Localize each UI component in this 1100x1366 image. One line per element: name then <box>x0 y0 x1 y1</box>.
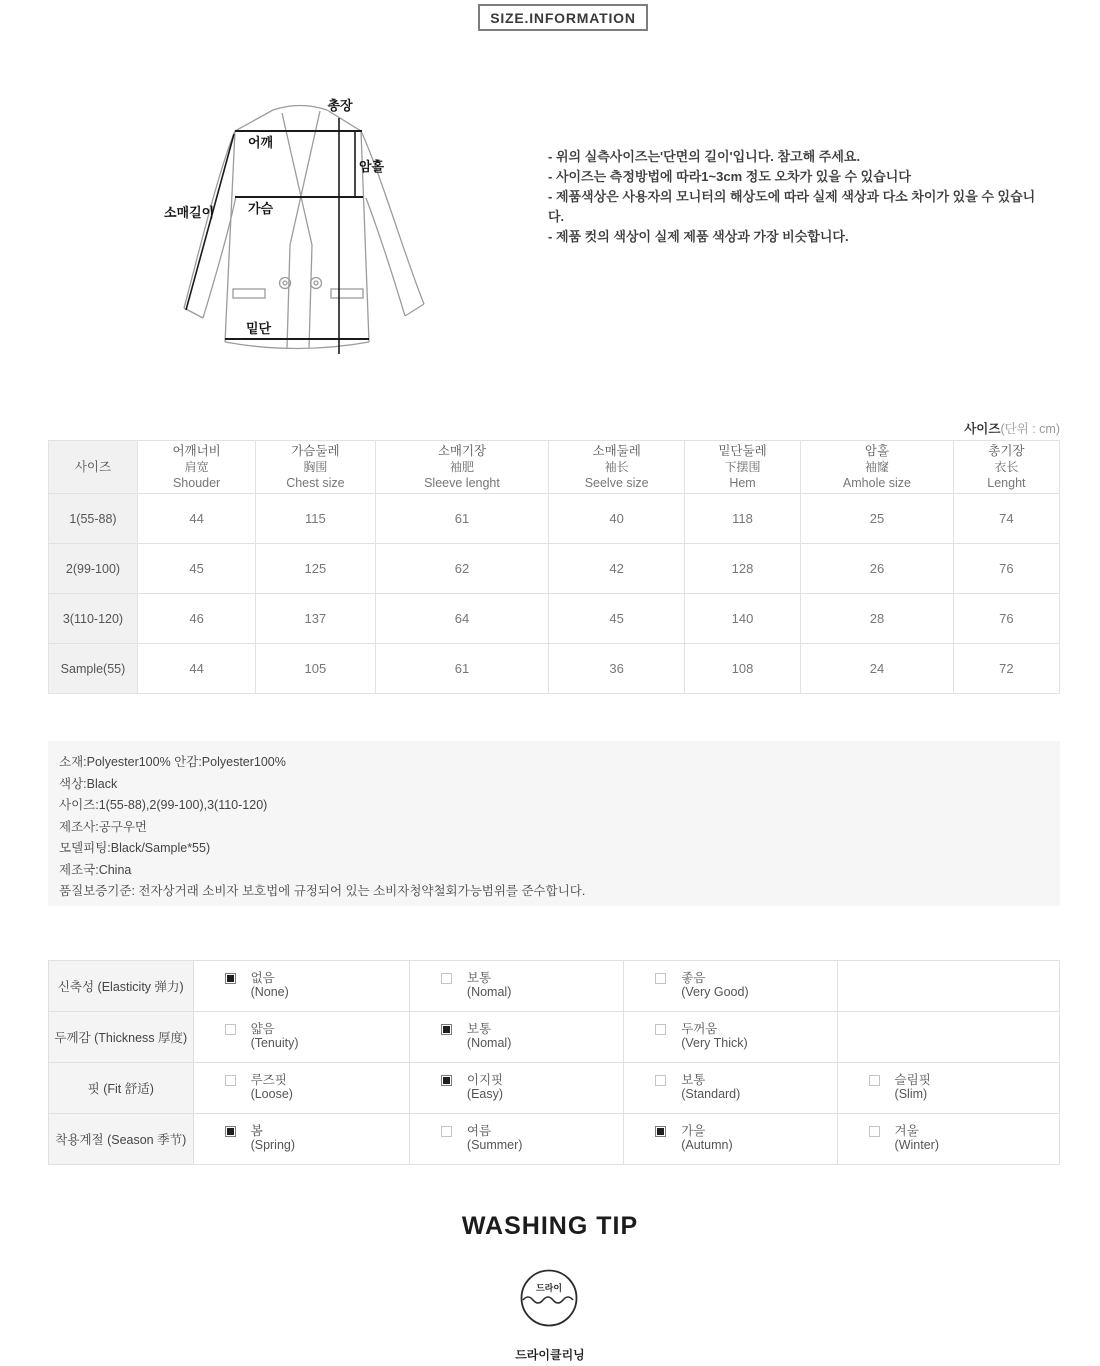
checkbox-unchecked-icon <box>441 1126 452 1137</box>
option-label <box>467 1074 503 1102</box>
dry-icon-text: 드라이 <box>535 1283 563 1293</box>
size-table-column-header: 밑단둘레 下摆围 Hem <box>684 441 800 494</box>
attribute-option-cell <box>193 1063 409 1114</box>
note-line: - 제품 컷의 색상이 실제 제품 색상과 가장 비슷합니다. <box>548 229 849 244</box>
attribute-option <box>194 1023 409 1051</box>
size-unit-caption <box>964 419 1060 437</box>
attribute-option-cell <box>193 1012 409 1063</box>
size-table-column-header: 가슴둘레 胸围 Chest size <box>256 441 375 494</box>
size-row-label: 2(99-100) <box>49 544 138 594</box>
page-title: SIZE.INFORMATION <box>490 9 636 26</box>
option-label <box>251 972 289 1000</box>
checkbox-checked-icon <box>225 1126 236 1137</box>
attribute-option-cell <box>624 961 837 1012</box>
size-value-cell: 46 <box>137 594 255 644</box>
attribute-option-cell <box>409 1063 623 1114</box>
size-table-column-header: 총기장 衣长 Lenght <box>953 441 1059 494</box>
option-label <box>467 1125 523 1153</box>
attribute-option-cell <box>624 1063 837 1114</box>
size-row-label: Sample(55) <box>49 644 138 694</box>
note-line: - 사이즈는 측정방법에 따라1~3cm 정도 오차가 있을 수 있습니다 <box>548 169 911 184</box>
attribute-label: 착용계절 (Season 季节) <box>49 1114 194 1165</box>
size-value-cell: 36 <box>549 644 684 694</box>
product-info-line: 제조사:공구우먼 <box>59 819 147 834</box>
jacket-drawing <box>140 80 460 370</box>
size-value-cell: 44 <box>137 494 255 544</box>
attribute-option-cell <box>837 961 1059 1012</box>
size-value-cell: 45 <box>137 544 255 594</box>
note-line: - 위의 실측사이즈는'단면의 길이'입니다. 참고해 주세요. <box>548 149 861 164</box>
attribute-option <box>194 1074 409 1102</box>
attribute-option <box>624 1074 836 1102</box>
size-table-column-header: 어깨너비 肩宽 Shouder <box>137 441 255 494</box>
checkbox-unchecked-icon <box>225 1075 236 1086</box>
option-label <box>251 1023 299 1051</box>
checkbox-unchecked-icon <box>655 973 666 984</box>
size-value-cell: 118 <box>684 494 800 544</box>
product-info-line: 품질보증기준: 전자상거래 소비자 보호법에 규정되어 있는 소비자청약철회가능범위를 준수합니다. <box>59 884 586 898</box>
attribute-option-cell <box>193 961 409 1012</box>
attribute-option <box>410 1125 623 1153</box>
dry-cleaning-icon <box>519 1268 579 1328</box>
option-label <box>681 1023 747 1051</box>
product-info-line: 모델피팅:Black/Sample*55) <box>59 841 211 855</box>
option-label-ko: 슬림핏 <box>894 1073 931 1087</box>
checkbox-unchecked-icon <box>225 1024 236 1035</box>
size-row-label: 3(110-120) <box>49 594 138 644</box>
size-value-cell: 45 <box>549 594 684 644</box>
attribute-option <box>624 1023 836 1051</box>
option-label-en: (Easy) <box>466 1087 504 1101</box>
attribute-row <box>49 961 1060 1012</box>
size-table-row <box>49 594 1060 644</box>
option-label-en: (Nomal) <box>466 985 512 999</box>
option-label-ko: 여름 <box>466 1124 492 1138</box>
option-label-ko: 겨울 <box>894 1124 919 1138</box>
size-value-cell: 74 <box>953 494 1059 544</box>
option-label <box>681 1125 732 1153</box>
attribute-row <box>49 1063 1060 1114</box>
checkbox-unchecked-icon <box>655 1024 666 1035</box>
option-label-en: (Autumn) <box>681 1138 733 1152</box>
size-unit-caption-rest: (단위 : cm) <box>1000 422 1060 436</box>
option-label-en: (Loose) <box>250 1087 293 1101</box>
product-info-line: 소재:Polyester100% 안감:Polyester100% <box>59 755 286 769</box>
size-table-header-row <box>49 441 1060 494</box>
option-label-ko: 두꺼움 <box>681 1022 718 1036</box>
button-icon <box>311 278 322 289</box>
size-table-column-header: 암홀 袖窿 Amhole size <box>801 441 954 494</box>
attribute-label: 신축성 (Elasticity 弹力) <box>49 961 194 1012</box>
attribute-option <box>624 1125 836 1153</box>
option-label-en: (Summer) <box>466 1138 523 1152</box>
attribute-option <box>410 972 623 1000</box>
option-label-en: (Winter) <box>894 1138 939 1152</box>
size-value-cell: 28 <box>801 594 954 644</box>
size-value-cell: 61 <box>375 494 549 544</box>
size-value-cell: 105 <box>256 644 375 694</box>
checkbox-unchecked-icon <box>441 973 452 984</box>
option-label-ko: 보통 <box>466 1022 492 1036</box>
checkbox-checked-icon <box>441 1075 452 1086</box>
option-label <box>467 972 511 1000</box>
attribute-option-cell <box>837 1012 1059 1063</box>
checkbox-checked-icon <box>655 1126 666 1137</box>
size-value-cell: 128 <box>684 544 800 594</box>
checkbox-checked-icon <box>441 1024 452 1035</box>
option-label-en: (Slim) <box>894 1087 928 1101</box>
attribute-label: 두께감 (Thickness 厚度) <box>49 1012 194 1063</box>
size-information-badge <box>478 4 648 31</box>
shoulder-label: 어깨 <box>248 135 274 150</box>
option-label-en: (Standard) <box>681 1087 741 1101</box>
option-label <box>251 1125 295 1153</box>
size-value-cell: 72 <box>953 644 1059 694</box>
washing-tip-title: WASHING TIP <box>461 1212 639 1240</box>
option-label-en: (Very Thick) <box>681 1036 748 1050</box>
attribute-option <box>624 972 836 1000</box>
size-value-cell: 61 <box>375 644 549 694</box>
checkbox-unchecked-icon <box>869 1126 880 1137</box>
option-label-ko: 이지핏 <box>466 1073 504 1087</box>
attribute-option <box>194 972 409 1000</box>
option-label-ko: 좋음 <box>681 971 706 985</box>
chest-label: 가슴 <box>248 201 274 216</box>
size-value-cell: 125 <box>256 544 375 594</box>
attribute-option <box>410 1023 623 1051</box>
product-info-line: 색상:Black <box>59 776 118 791</box>
option-label <box>467 1023 511 1051</box>
size-table-row <box>49 544 1060 594</box>
option-label <box>681 1074 740 1102</box>
option-label-ko: 봄 <box>250 1124 263 1138</box>
size-value-cell: 115 <box>256 494 375 544</box>
attribute-option-cell <box>193 1114 409 1165</box>
total-length-label: 총장 <box>327 98 353 113</box>
size-table-column-header: 소매둘레 袖长 Seelve size <box>549 441 684 494</box>
option-label-ko: 루즈핏 <box>250 1073 287 1087</box>
size-value-cell: 26 <box>801 544 954 594</box>
dry-cleaning-caption: 드라이클리닝 <box>515 1348 585 1362</box>
option-label <box>895 1125 939 1153</box>
product-info-box <box>48 741 1060 906</box>
attribute-option-cell <box>409 1012 623 1063</box>
option-label-en: (Spring) <box>250 1138 296 1152</box>
sleeve-length-label: 소매길이 <box>164 205 215 220</box>
size-value-cell: 24 <box>801 644 954 694</box>
size-value-cell: 40 <box>549 494 684 544</box>
option-label <box>895 1074 931 1102</box>
size-value-cell: 25 <box>801 494 954 544</box>
size-table-row <box>49 644 1060 694</box>
armhole-label: 암홀 <box>359 159 385 174</box>
size-value-cell: 76 <box>953 544 1059 594</box>
attribute-option <box>410 1074 623 1102</box>
note-line: - 제품색상은 사용자의 모니터의 해상도에 따라 실제 색상과 다소 차이가 있을 수 있습니다. <box>548 189 1036 224</box>
attribute-option-cell <box>837 1114 1059 1165</box>
option-label-en: (Nomal) <box>466 1036 512 1050</box>
attribute-option <box>838 1125 1059 1153</box>
option-label-ko: 얇음 <box>250 1022 275 1036</box>
checkbox-unchecked-icon <box>869 1075 880 1086</box>
attribute-row <box>49 1012 1060 1063</box>
size-table-column-header: 소매기장 袖肥 Sleeve lenght <box>375 441 549 494</box>
product-info-line: 제조국:China <box>59 862 132 877</box>
option-label-ko: 없음 <box>250 971 275 985</box>
size-table <box>48 440 1060 694</box>
checkbox-checked-icon <box>225 973 236 984</box>
attribute-option <box>838 1074 1059 1102</box>
size-value-cell: 137 <box>256 594 375 644</box>
size-table-row <box>49 494 1060 544</box>
attribute-option-cell <box>409 1114 623 1165</box>
option-label-en: (Tenuity) <box>250 1036 299 1050</box>
product-attributes-table <box>48 960 1060 1165</box>
measurement-notes <box>548 147 1048 247</box>
size-value-cell: 64 <box>375 594 549 644</box>
size-value-cell: 76 <box>953 594 1059 644</box>
option-label-ko: 가을 <box>681 1124 706 1138</box>
size-unit-caption-bold: 사이즈 <box>964 422 1001 436</box>
attribute-option-cell <box>409 961 623 1012</box>
attribute-option-cell <box>624 1114 837 1165</box>
size-value-cell: 108 <box>684 644 800 694</box>
attribute-label: 핏 (Fit 舒适) <box>49 1063 194 1114</box>
option-label <box>251 1074 293 1102</box>
option-label-en: (Very Good) <box>681 985 749 999</box>
option-label-en: (None) <box>250 985 289 999</box>
attribute-option-cell <box>624 1012 837 1063</box>
hem-label: 밑단 <box>246 321 272 336</box>
size-value-cell: 62 <box>375 544 549 594</box>
attribute-option <box>194 1125 409 1153</box>
size-value-cell: 140 <box>684 594 800 644</box>
attribute-option-cell <box>837 1063 1059 1114</box>
product-info-line: 사이즈:1(55-88),2(99-100),3(110-120) <box>59 798 268 812</box>
size-row-label: 1(55-88) <box>49 494 138 544</box>
option-label <box>681 972 748 1000</box>
option-label-ko: 보통 <box>681 1073 706 1087</box>
checkbox-unchecked-icon <box>655 1075 666 1086</box>
size-value-cell: 42 <box>549 544 684 594</box>
size-table-corner-header: 사이즈 <box>49 441 138 494</box>
option-label-ko: 보통 <box>466 971 492 985</box>
size-value-cell: 44 <box>137 644 255 694</box>
attribute-row <box>49 1114 1060 1165</box>
jacket-measurement-diagram <box>140 80 460 370</box>
